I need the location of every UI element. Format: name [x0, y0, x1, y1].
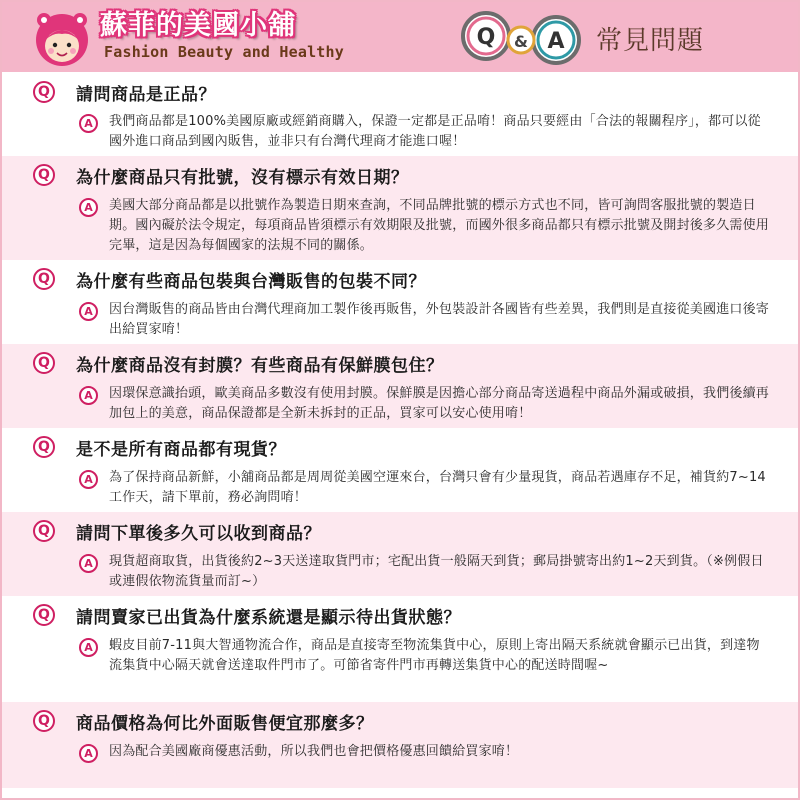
answer-icon: A [79, 198, 98, 217]
qa-logo-amp: & [514, 32, 528, 51]
answer-icon: A [79, 302, 98, 321]
question-text: 請問賣家已出貨為什麼系統還是顯示待出貨狀態？ [76, 608, 461, 628]
question-text: 請問下單後多久可以收到商品？ [76, 524, 321, 544]
question-icon: Q [33, 268, 55, 290]
answer-text: 現貨超商取貨，出貨後約2~3天送達取貨門市；宅配出貨一般隔天到貨；郵局掛號寄出約1~2天到貨。（※例假日或連假依物流貨量而訂~） [109, 554, 764, 589]
brand-subtitle: Fashion Beauty and Healthy [104, 43, 344, 61]
answer-icon: A [79, 470, 98, 489]
answer-icon: A [79, 744, 98, 763]
answer-icon: A [79, 554, 98, 573]
answer-text: 我們商品都是100%美國原廠或經銷商購入，保證一定都是正品唷！商品只要經由「合法的報關程序」，都可以從國外進口商品到國內販售，並非只有台灣代理商才能進口喔！ [109, 114, 761, 149]
answer-icon: A [79, 386, 98, 405]
qa-logo-q: Q [476, 25, 496, 50]
question-icon: Q [33, 604, 55, 626]
question-icon: Q [33, 436, 55, 458]
question-text: 為什麼商品沒有封膜？有些商品有保鮮膜包住？ [76, 356, 444, 376]
question-icon: Q [33, 710, 55, 732]
question-icon: Q [33, 164, 55, 186]
page-title: 常見問題 [596, 26, 705, 56]
answer-text: 蝦皮目前7-11與大智通物流合作，商品是直接寄至物流集貨中心，原則上寄出隔天系統就會顯示已出貨，到達物流集貨中心隔天就會送達取件門市了。可節省寄件門市再轉送集貨中心的配送時間喔~ [109, 638, 760, 673]
question-text: 請問商品是正品？ [76, 85, 216, 105]
answer-icon: A [79, 638, 98, 657]
answer-text: 因為配合美國廠商優惠活動，所以我們也會把價格優惠回饋給買家唷！ [109, 744, 519, 759]
question-text: 為什麼有些商品包裝與台灣販售的包裝不同？ [76, 272, 426, 292]
question-text: 是不是所有商品都有現貨？ [76, 440, 286, 460]
question-icon: Q [33, 81, 55, 103]
question-icon: Q [33, 352, 55, 374]
qa-logo-a: A [547, 29, 565, 54]
question-icon: Q [33, 520, 55, 542]
answer-text: 美國大部分商品都是以批號作為製造日期來查詢，不同品牌批號的標示方式也不同，皆可詢問客服批號的製造日期。國內礙於法令規定，每項商品皆須標示有效期限及批號，而國外很多商品都只有標示批號及開封後多久需使用完畢，這是因為每個國家的法規不同的關係。 [109, 198, 770, 253]
question-text: 為什麼商品只有批號，沒有標示有效日期？ [76, 168, 409, 188]
answer-text: 因台灣販售的商品皆由台灣代理商加工製作後再販售，外包裝設計各國皆有些差異，我們則是直接從美國進口後寄出給買家唷！ [109, 302, 770, 337]
answer-icon: A [79, 114, 98, 133]
answer-text: 為了保持商品新鮮，小舖商品都是周周從美國空運來台，台灣只會有少量現貨，商品若遇庫存不足，補貨約7~14工作天，請下單前，務必詢問唷！ [109, 470, 766, 505]
question-text: 商品價格為何比外面販售便宜那麼多？ [76, 714, 374, 734]
answer-text: 因環保意識抬頭，歐美商品多數沒有使用封膜。保鮮膜是因擔心部分商品寄送過程中商品外漏或破損，我們後續再加包上的美意，商品保證都是全新未拆封的正品，買家可以安心使用唷！ [109, 386, 770, 421]
brand-title: 蘇菲的美國小舖 [100, 10, 296, 41]
